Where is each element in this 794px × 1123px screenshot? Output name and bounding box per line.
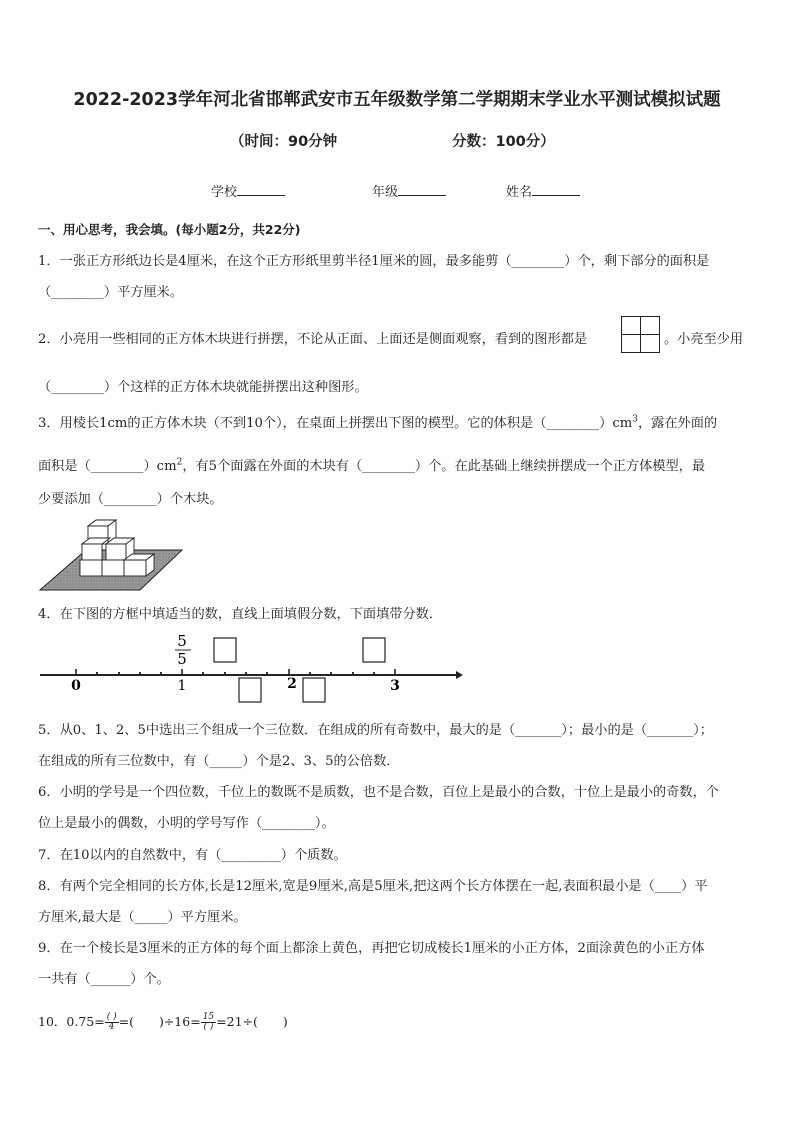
fraction-1 [105,1013,119,1032]
question-9-line-1: 9．在一个棱长是3厘米的正方体的每个面上都涂上黄色，再把它切成棱长1厘米的小正方体，2面涂黄色的小正方体 [38,941,705,956]
superscript-3: 3 [632,414,638,425]
axis-label-1: 1 [177,678,187,694]
fraction-1-numerator: ( ) [106,1012,117,1022]
question-10-text-c: =21÷( ) [216,1014,288,1029]
exam-time: （时间：90分钟 [230,134,338,150]
question-5-line-2: 在组成的所有三位数中，有（_____）个是2、3、5的公倍数． [38,754,400,769]
question-1-line-2: （________）平方厘米。 [38,285,184,300]
axis-label-2: 2 [287,676,297,692]
name-field [506,181,580,200]
fraction-2 [201,1013,216,1032]
question-10-text-a: 10．0.75= [38,1014,105,1029]
question-6-line-1: 6．小明的学号是一个四位数，千位上的数既不是质数，也不是合数，百位上是最小的合数，十位上是最小的奇数，个 [38,785,719,800]
question-8-line-2: 方厘米,最大是（_____）平方厘米。 [38,910,247,925]
name-blank[interactable] [532,183,580,196]
fraction-1-denominator: 4 [108,1022,115,1032]
fraction-numerator: 5 [177,632,187,650]
question-3-text-b: ，露在外面的 [637,416,718,431]
exam-title: 2022-2023学年河北省邯郸武安市五年级数学第二学期期末学业水平测试模拟试题 [73,90,721,110]
fraction-denominator: 5 [177,650,187,668]
fraction-2-numerator: 15 [202,1012,215,1022]
cube-model-figure [36,514,186,594]
answer-box-above-2[interactable] [363,638,385,662]
question-3-text-c: 面积是（________）cm [38,459,177,474]
superscript-2: 2 [176,457,183,468]
axis-label-0: 0 [71,678,81,694]
axis-label-3: 3 [390,678,400,694]
grid-square-figure [621,316,661,354]
answer-box-below-1[interactable] [239,678,261,702]
number-line-figure [38,630,468,706]
answer-box-below-2[interactable] [303,678,325,702]
question-5-line-1: 5．从0、1、2、5中选出三个组成一个三位数．在组成的所有奇数中，最大的是（_______）；最小的是（_______）； [38,723,713,738]
question-7: 7．在10以内的自然数中，有（_________）个质数。 [38,848,347,863]
question-6-line-2: 位上是最小的偶数，小明的学号写作（________）。 [38,816,335,831]
question-2-line-2: （________）个这样的正方体木块就能拼摆出这种图形。 [38,380,368,395]
fraction-2-denominator: ( ) [203,1022,214,1032]
question-2-text-b: 。小亮至少用 [664,332,744,347]
grade-blank[interactable] [398,183,446,196]
question-3-text-a: 3．用棱长1cm的正方体木块（不到10个），在桌面上拼摆出下图的模型。它的体积是（________）cm [38,416,633,431]
grade-label: 年级 [372,185,399,200]
school-label: 学校 [211,185,238,200]
question-2-line-1 [38,328,587,347]
question-10-text-b: =( )÷16= [118,1014,201,1029]
question-9-line-2: 一共有（______）个。 [38,972,170,987]
name-label: 姓名 [506,185,533,200]
question-3-line-3: 少要添加（________）个木块。 [38,492,223,507]
answer-box-above-1[interactable] [214,638,236,662]
question-2-text-a: 2．小亮用一些相同的正方体木块进行拼摆，不论从正面、上面还是侧面观察，看到的图形都是 [38,332,588,347]
question-4: 4．在下图的方框中填适当的数，直线上面填假分数，下面填带分数． [38,607,443,622]
school-field [211,181,285,200]
question-8-line-1: 8．有两个完全相同的长方体,长是12厘米,宽是9厘米,高是5厘米,把这两个长方体摆在一起,表面积最小是（____）平 [38,879,708,894]
question-1-line-1: 1．一张正方形纸边长是4厘米，在这个正方形纸里剪半径1厘米的圆，最多能剪（________）个，剩下部分的面积是 [38,254,710,269]
school-blank[interactable] [237,183,285,196]
question-3-text-d: ，有5个面露在外面的木块有（________）个。在此基础上继续拼摆成一个正方体模型，最 [182,459,706,474]
grade-field [372,181,446,200]
question-3-line-1 [38,412,717,431]
exam-score: 分数：100分） [452,134,555,150]
question-10 [38,1012,288,1032]
question-3-line-2 [38,455,705,474]
section-heading: 一、用心思考，我会填。(每小题2分，共22分) [38,222,301,237]
